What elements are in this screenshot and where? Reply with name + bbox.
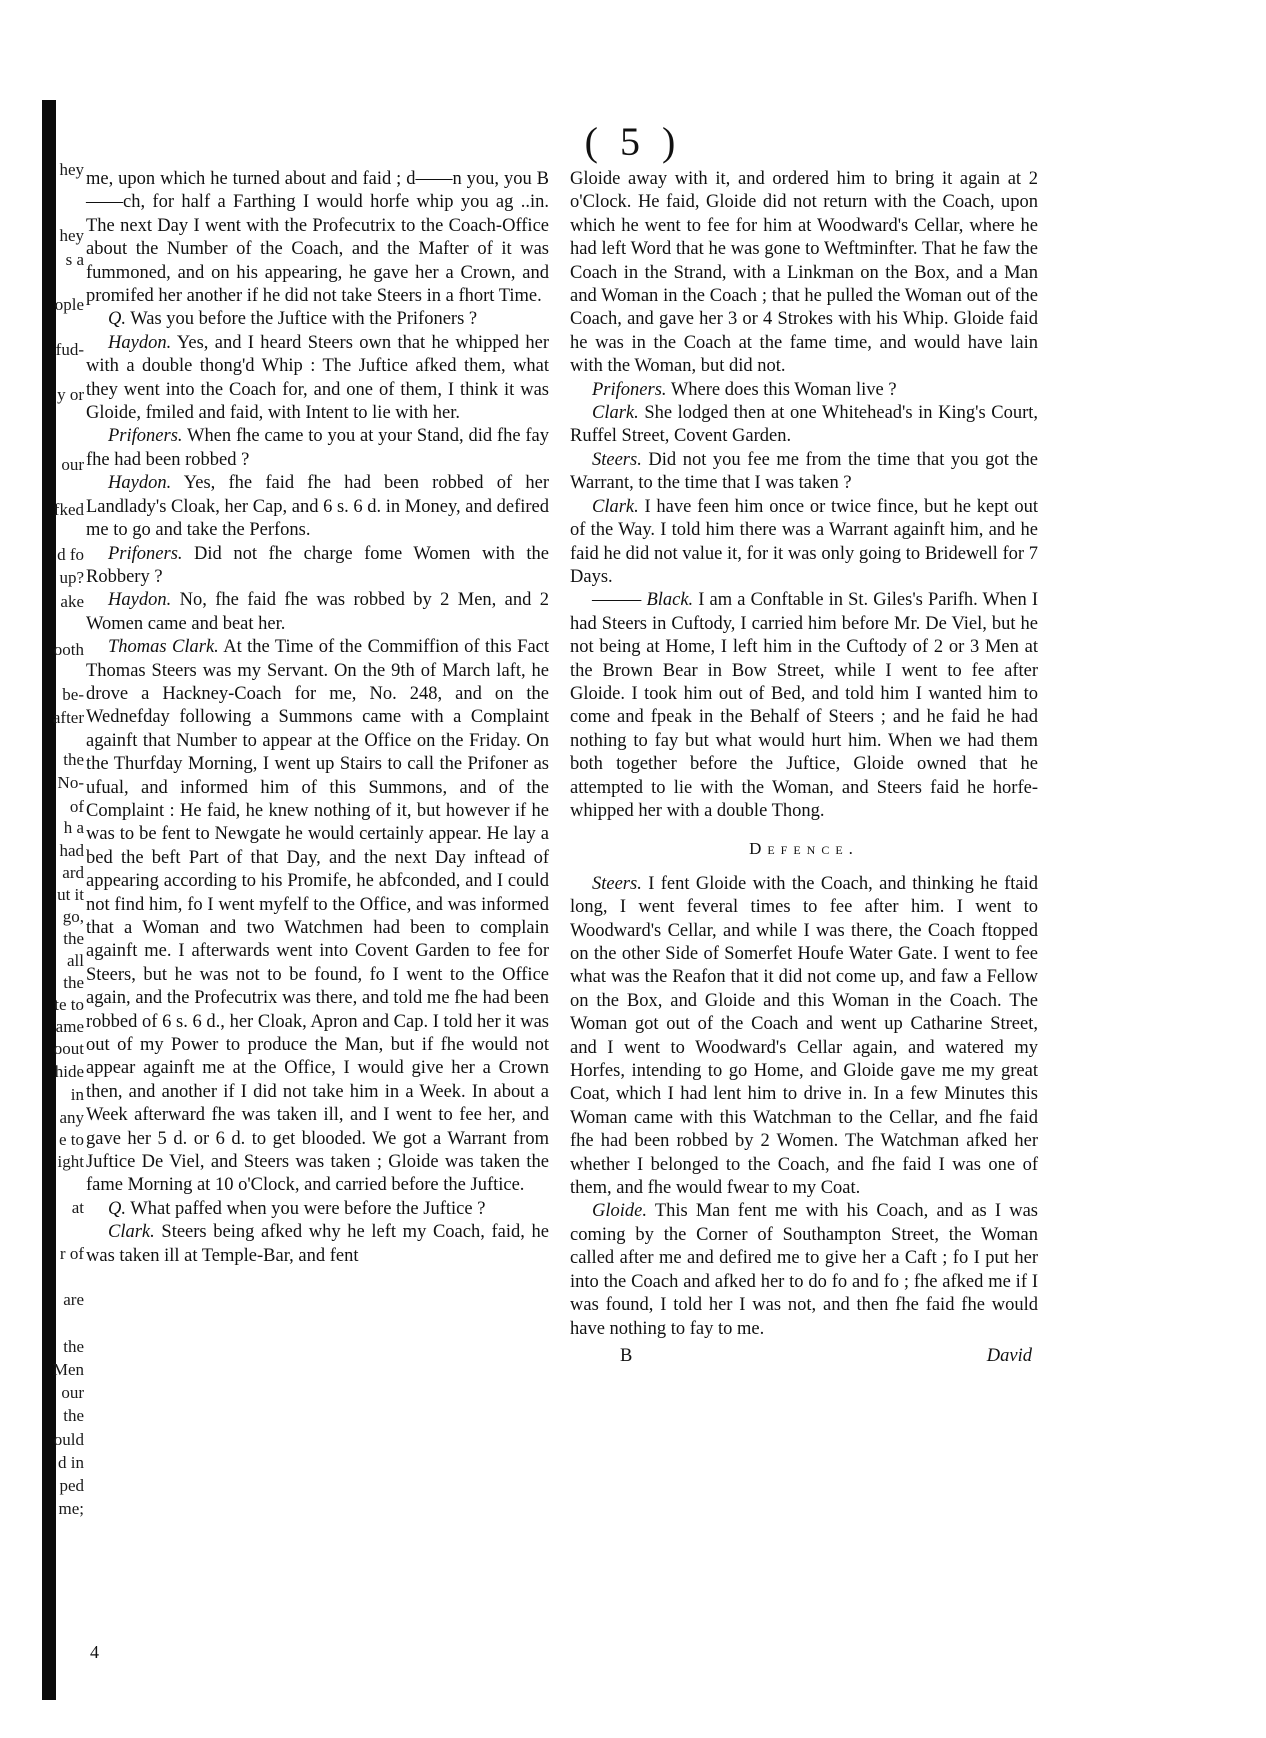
paragraph (86, 332, 549, 426)
speaker-name: Clark. (592, 403, 639, 424)
catchword: David (986, 1345, 1032, 1366)
paragraph-text: What paffed when you were before the Juftice ? (130, 1198, 486, 1219)
margin-fragment: our (61, 1383, 84, 1402)
paragraph-text: This Man fent me with his Coach, and as I was coming by the Corner of Southampton Street, the Woman called after me and defired me to give her a Caft ; fo I put her into the Coach and afked her to do fo and fo ; fhe afked me if I was found, I told her I was not, and then fhe faid fhe would have nothing to fay to me. (570, 1201, 1038, 1339)
margin-fragment: oout (53, 1039, 84, 1058)
margin-fragment: go, (62, 907, 84, 926)
margin-fragment: s a (65, 250, 84, 269)
margin-fragment: y or (57, 385, 84, 404)
paragraph-text: I am a Conftable in St. Giles's Parifh. When I had Steers in Cuftody, I carried him before Mr. De Viel, but he not being at Home, I left him in the Cuftody of 2 or 3 Men at the Brown Bear in Bow Street, while I went to fee after Gloide. I took him out of Bed, and told him I wanted him to come and fpeak in the Behalf of Steers ; and he faid he had nothing to fay but what would hurt him. When we had them both together before the Juftice, Gloide owned that he attempted to lie with the Woman, and Steers faid he horfe-whipped her with a double Thong. (570, 590, 1038, 821)
speaker-name: Steers. (592, 449, 642, 470)
margin-fragment: the (63, 750, 84, 769)
margin-fragment: me; (58, 1499, 84, 1518)
margin-fragment: ame (55, 1017, 84, 1036)
sheet-number: 4 (90, 1642, 99, 1662)
paragraph-text: Did not you fee me from the time that you got the Warrant, to the time that I was taken ? (570, 449, 1039, 494)
paragraph (86, 636, 549, 1198)
margin-fragment: hide (54, 1062, 84, 1081)
paragraph-text: Did not fhe charge fome Women with the Robbery ? (86, 543, 549, 587)
paragraph (570, 379, 1038, 402)
right-column (570, 168, 1038, 1368)
margin-fragment: ard (62, 863, 84, 882)
paragraph-text: me, upon which he turned about and faid ; d——n you, you B——ch, for half a Farthing I would horfe whip you ag ..in. The next Day I went with the Profecutrix to the Coach-Office about the Number of the Coach, and the Mafter of it was fummoned, and on his appearing, he gave her a Crown, and promifed her another if he did not take Steers in a fhort Time. (86, 169, 549, 307)
right-column-paragraphs (570, 168, 1038, 823)
speaker-name: Haydon. (108, 473, 172, 494)
margin-fragment: ake (60, 592, 84, 611)
speaker-name: Haydon. (108, 332, 172, 353)
margin-fragment: up? (59, 568, 84, 587)
paragraph (570, 402, 1038, 449)
margin-fragment: d in (58, 1453, 84, 1472)
speaker-name: Clark. (592, 496, 639, 517)
margin-fragment: d fo (57, 545, 84, 564)
speaker-name: Steers. (592, 873, 642, 894)
left-column-paragraphs (86, 168, 549, 1268)
margin-fragment: are (63, 1290, 84, 1309)
paragraph (570, 449, 1038, 496)
speaker-name: Gloide. (592, 1201, 647, 1222)
paragraph (86, 472, 549, 542)
footer-row (570, 1345, 1038, 1368)
paragraph (86, 589, 549, 636)
paragraph (570, 168, 1038, 379)
paragraph (86, 168, 549, 308)
speaker-name: Q. (108, 1198, 126, 1219)
margin-fragment: the (63, 929, 84, 948)
margin-fragment: be- (62, 685, 84, 704)
speaker-name: Haydon. (108, 590, 172, 611)
defence-heading: Defence. (749, 839, 859, 859)
margin-fragment: the (63, 1406, 84, 1425)
margin-fragment: No- (57, 773, 84, 792)
signature-mark: B (620, 1345, 633, 1366)
paragraph-text: I fent Gloide with the Coach, and thinking he ftaid long, I went feveral times to fee after him. I went to Woodward's Cellar, and while I was there, the Coach ftopped on the other Side of Somerfet Houfe Water Gate. I went to fee what was the Reafon that it did not come up, and faw a Fellow on the Box, and Gloide and this Woman in the Coach. The Woman got out of the Coach and went up Catharine Street, and I went to Woodward's Cellar again, and watered my Horfes, intending to go Home, and Gloide gave me my great Coat, which I had lent him to drive in. In a few Minutes this Woman came with this Watchman to the Cellar, and fhe faid fhe had been robbed by 2 Women. The Watchman afked her whether I belonged to the Coach, and fhe faid I was one of them, and fhe would fwear to my Coat. (570, 873, 1038, 1199)
margin-fragment: hey (59, 160, 84, 179)
paragraph-text: Where does this Woman live ? (670, 379, 897, 400)
paragraph (570, 873, 1038, 1201)
margin-fragment: the (63, 1337, 84, 1356)
margin-fragment: ut it (57, 885, 84, 904)
paragraph-text: No, fhe faid fhe was robbed by 2 Men, and 2 Women came and beat her. (86, 590, 550, 634)
margin-fragment: fked (53, 500, 84, 519)
margin-fragment: ight (57, 1152, 84, 1171)
margin-fragment: ped (59, 1476, 84, 1495)
paragraph (86, 425, 549, 472)
speaker-name: Prifoners. (108, 543, 183, 564)
margin-fragment: any (59, 1108, 84, 1127)
margin-fragment: had (59, 841, 84, 860)
left-column (86, 168, 549, 1268)
margin-fragment: ould (53, 1430, 84, 1449)
paragraph (86, 308, 549, 331)
margin-fragment: hey (59, 226, 84, 245)
page-number: ( 5 ) (584, 119, 682, 164)
paragraph (570, 496, 1038, 590)
margin-fragment: at (71, 1198, 84, 1217)
margin-fragment: r of (59, 1244, 84, 1263)
paragraph-text: Steers being afked why he left my Coach, faid, he was taken ill at Temple-Bar, and fent (86, 1222, 550, 1266)
speaker-name: ——— Black. (592, 590, 694, 611)
margin-fragment: the (63, 973, 84, 992)
margin-fragment: Men (52, 1360, 84, 1379)
defence-paragraphs (570, 873, 1038, 1341)
paragraph-text: Gloide away with it, and ordered him to bring it again at 2 o'Clock. He faid, Gloide did not return with the Coach, upon which he went to fee for him at Woodward's Cellar, where he had left Word that he was gone to Weftminfter. That he faw the Coach in the Strand, with a Linkman on the Box, and a Man and Woman in the Coach ; that he pulled the Woman out of the Coach, and gave her 3 or 4 Strokes with his Whip. Gloide faid he was in the Coach at the fame time, and would have lain with the Woman, but did not. (570, 169, 1038, 377)
speaker-name: Prifoners. (592, 379, 667, 400)
margin-fragment: e to (58, 1130, 84, 1149)
margin-fragment: ooth (53, 640, 84, 659)
speaker-name: Thomas Clark. (108, 637, 219, 658)
paragraph (86, 543, 549, 590)
paragraph-text: I have feen him once or twice fince, but he kept out of the Way. I told him there was a Warrant againft him, and he faid he did not value it, for it was only going to Bridewell for 7 Days. (570, 496, 1039, 587)
margin-fragment: all (67, 951, 84, 970)
margin-fragment: in (70, 1085, 84, 1104)
margin-fragment: ople (54, 295, 84, 314)
paragraph-text: Yes, fhe faid fhe had been robbed of her Landlady's Cloak, her Cap, and 6 s. 6 d. in Money, and defired me to go and take the Perfons. (86, 473, 549, 541)
paragraph-text: Was you before the Juftice with the Prifoners ? (130, 309, 478, 330)
paragraph (570, 589, 1038, 823)
paragraph-text: She lodged then at one Whitehead's in King's Court, Ruffel Street, Covent Garden. (570, 403, 1038, 447)
margin-fragment: after (52, 708, 84, 727)
speaker-name: Clark. (108, 1222, 155, 1243)
paragraph-text: When fhe came to you at your Stand, did fhe fay fhe had been robbed ? (86, 426, 549, 470)
paragraph (570, 1200, 1038, 1340)
speaker-name: Prifoners. (108, 426, 183, 447)
margin-fragment: te to (54, 995, 84, 1014)
paragraph (86, 1221, 549, 1268)
speaker-name: Q. (108, 309, 126, 330)
margin-fragment: our (61, 455, 84, 474)
margin-fragment: fud- (55, 340, 84, 359)
margin-fragment: h a (63, 818, 84, 837)
paragraph (86, 1198, 549, 1221)
paragraph-text: Yes, and I heard Steers own that he whipped her with a double thong'd Whip : The Juftice afked them, what they went into the Coach for, and one of them, I think it was Gloide, fmiled and faid, with Intent to lie with her. (86, 332, 549, 424)
paragraph-text: At the Time of the Commiffion of this Fact Thomas Steers was my Servant. On the 9th of March laft, he drove a Hackney-Coach for me, No. 248, and on the Wednefday following a Summons came with a Complaint againft that Number to appear at the Office on the Friday. On the Thurfday Morning, I went up Stairs to call the Prifoner as ufual, and informed him of this Summons, and of the Complaint : He faid, he knew nothing of it, but however if he was to be fent to Newgate he would certainly appear. He lay a bed the beft Part of that Day, and the next Day inftead of appearing according to his Promife, he abfconded, and I could not find him, fo I went myfelf to the Office, and was informed that a Woman and two Watchmen had been to complain againft me. I afterwards went into Covent Garden to fee for Steers, but he was not to be found, fo I went to the Office again, and the Profecutrix was there, and told me fhe had been robbed of 6 s. 6 d., her Cloak, Apron and Cap. I told her it was out of my Power to produce the Man, but if fhe would not appear againft me at the Office, I would give her a Crown then, and another if I did not take him in a Week. In about a Week afterward fhe was taken ill, and I went to fee her, and gave her 5 d. or 6 d. to get blooded. We got a Warrant from Juftice De Viel, and Steers was taken ; Gloide was taken the fame Morning at 10 o'Clock, and carried before the Juftice. (86, 637, 550, 1196)
margin-fragment: of (69, 797, 84, 816)
